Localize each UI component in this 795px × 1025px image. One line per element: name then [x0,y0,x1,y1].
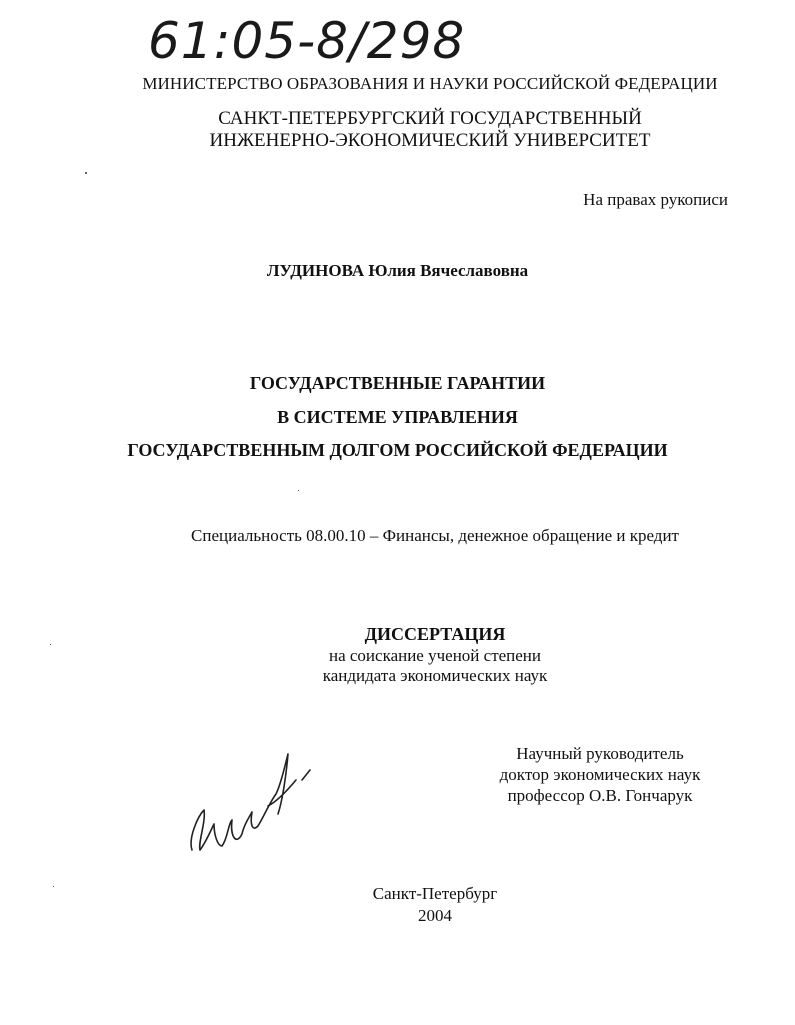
advisor-name: профессор О.В. Гончарук [507,786,693,805]
scan-speck [298,490,299,491]
thesis-title-line-2: В СИСТЕМЕ УПРАВЛЕНИЯ [277,407,518,427]
thesis-title-line-1: ГОСУДАРСТВЕННЫЕ ГАРАНТИИ [249,373,546,393]
university-name-line-1: САНКТ-ПЕТЕРБУРГСКИЙ ГОСУДАРСТВЕННЫЙ [218,108,642,129]
degree-line-2: кандидата экономических наук [322,666,548,685]
archive-stamp-text: 61:05-8/298 [148,12,466,70]
degree-line-1: на соискание ученой степени [328,646,542,665]
thesis-title-line-3: ГОСУДАРСТВЕННЫМ ДОЛГОМ РОССИЙСКОЙ ФЕДЕРАЦИИ [127,440,668,460]
author-signature [184,750,314,860]
ministry-name: МИНИСТЕРСТВО ОБРАЗОВАНИЯ И НАУКИ РОССИЙСКОЙ ФЕДЕРАЦИИ [142,74,718,93]
document-type: ДИССЕРТАЦИЯ [364,624,506,644]
advisor-role: Научный руководитель [516,744,684,763]
scan-speck [85,172,87,174]
university-name-line-2: ИНЖЕНЕРНО-ЭКОНОМИЧЕСКИЙ УНИВЕРСИТЕТ [209,130,651,151]
archive-stamp [148,8,478,72]
specialty-line: Специальность 08.00.10 – Финансы, денежное обращение и кредит [191,526,679,545]
manuscript-rights-note: На правах рукописи [583,190,728,209]
scan-speck [50,644,51,645]
advisor-degree: доктор экономических наук [499,765,701,784]
author-name: ЛУДИНОВА Юлия Вячеславовна [266,261,529,280]
scan-speck [53,886,54,887]
city: Санкт-Петербург [372,884,498,903]
year: 2004 [418,906,452,925]
